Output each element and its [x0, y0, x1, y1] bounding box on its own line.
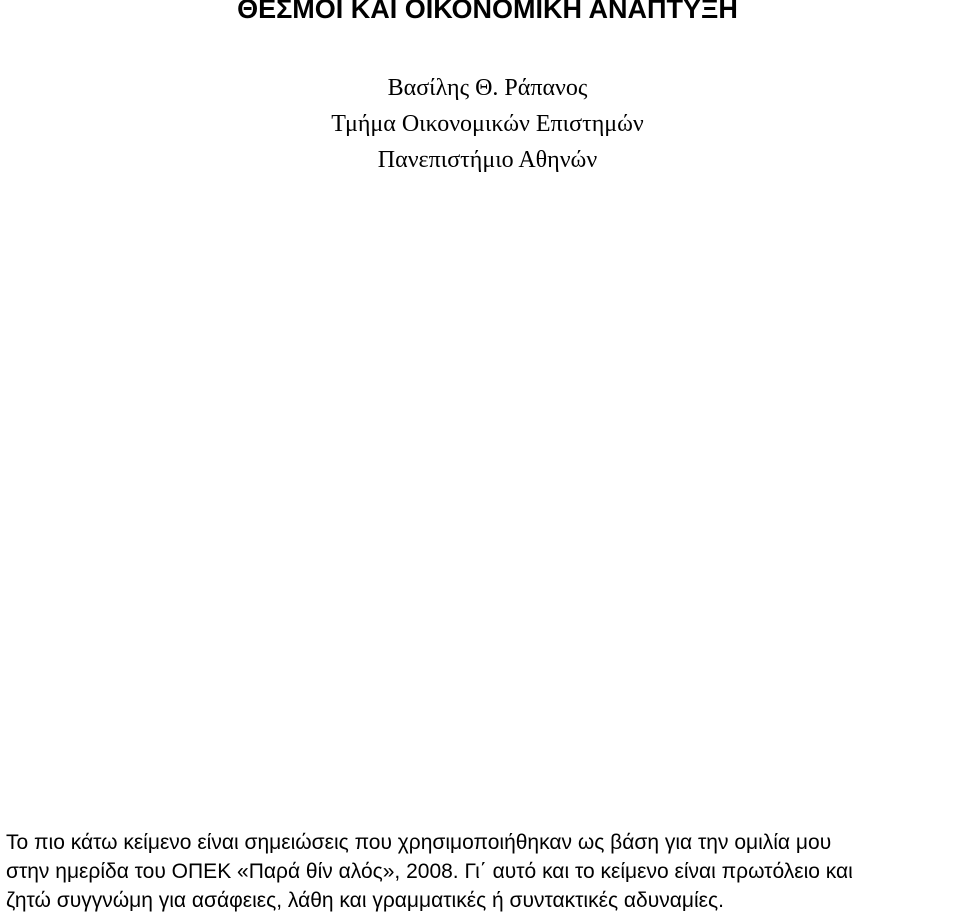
author-department: Τμήμα Οικονομικών Επιστημών — [331, 111, 644, 137]
note-line-2: στην ημερίδα του ΟΠΕΚ «Παρά θίν αλός», 2008. Γι΄ αυτό και το κείμενο είναι πρωτόλειο και — [6, 860, 853, 883]
author-university: Πανεπιστήμιο Αθηνών — [377, 147, 598, 173]
author-name: Βασίλης Θ. Ράπανος — [387, 75, 588, 101]
note-line-3: ζητώ συγγνώμη για ασάφειες, λάθη και γραμματικές ή συντακτικές αδυναμίες. — [6, 889, 724, 912]
document-title: ΘΕΣΜΟΙ ΚΑΙ ΟΙΚΟΝΟΜΙΚΗ ΑΝΑΠΤΥΞΗ — [237, 0, 738, 24]
note-paragraph — [6, 828, 960, 915]
author-block — [0, 70, 960, 178]
note-line-1: Το πιο κάτω κείμενο είναι σημειώσεις που χρησιμοποιήθηκαν ως βάση για την ομιλία μου — [6, 831, 832, 854]
